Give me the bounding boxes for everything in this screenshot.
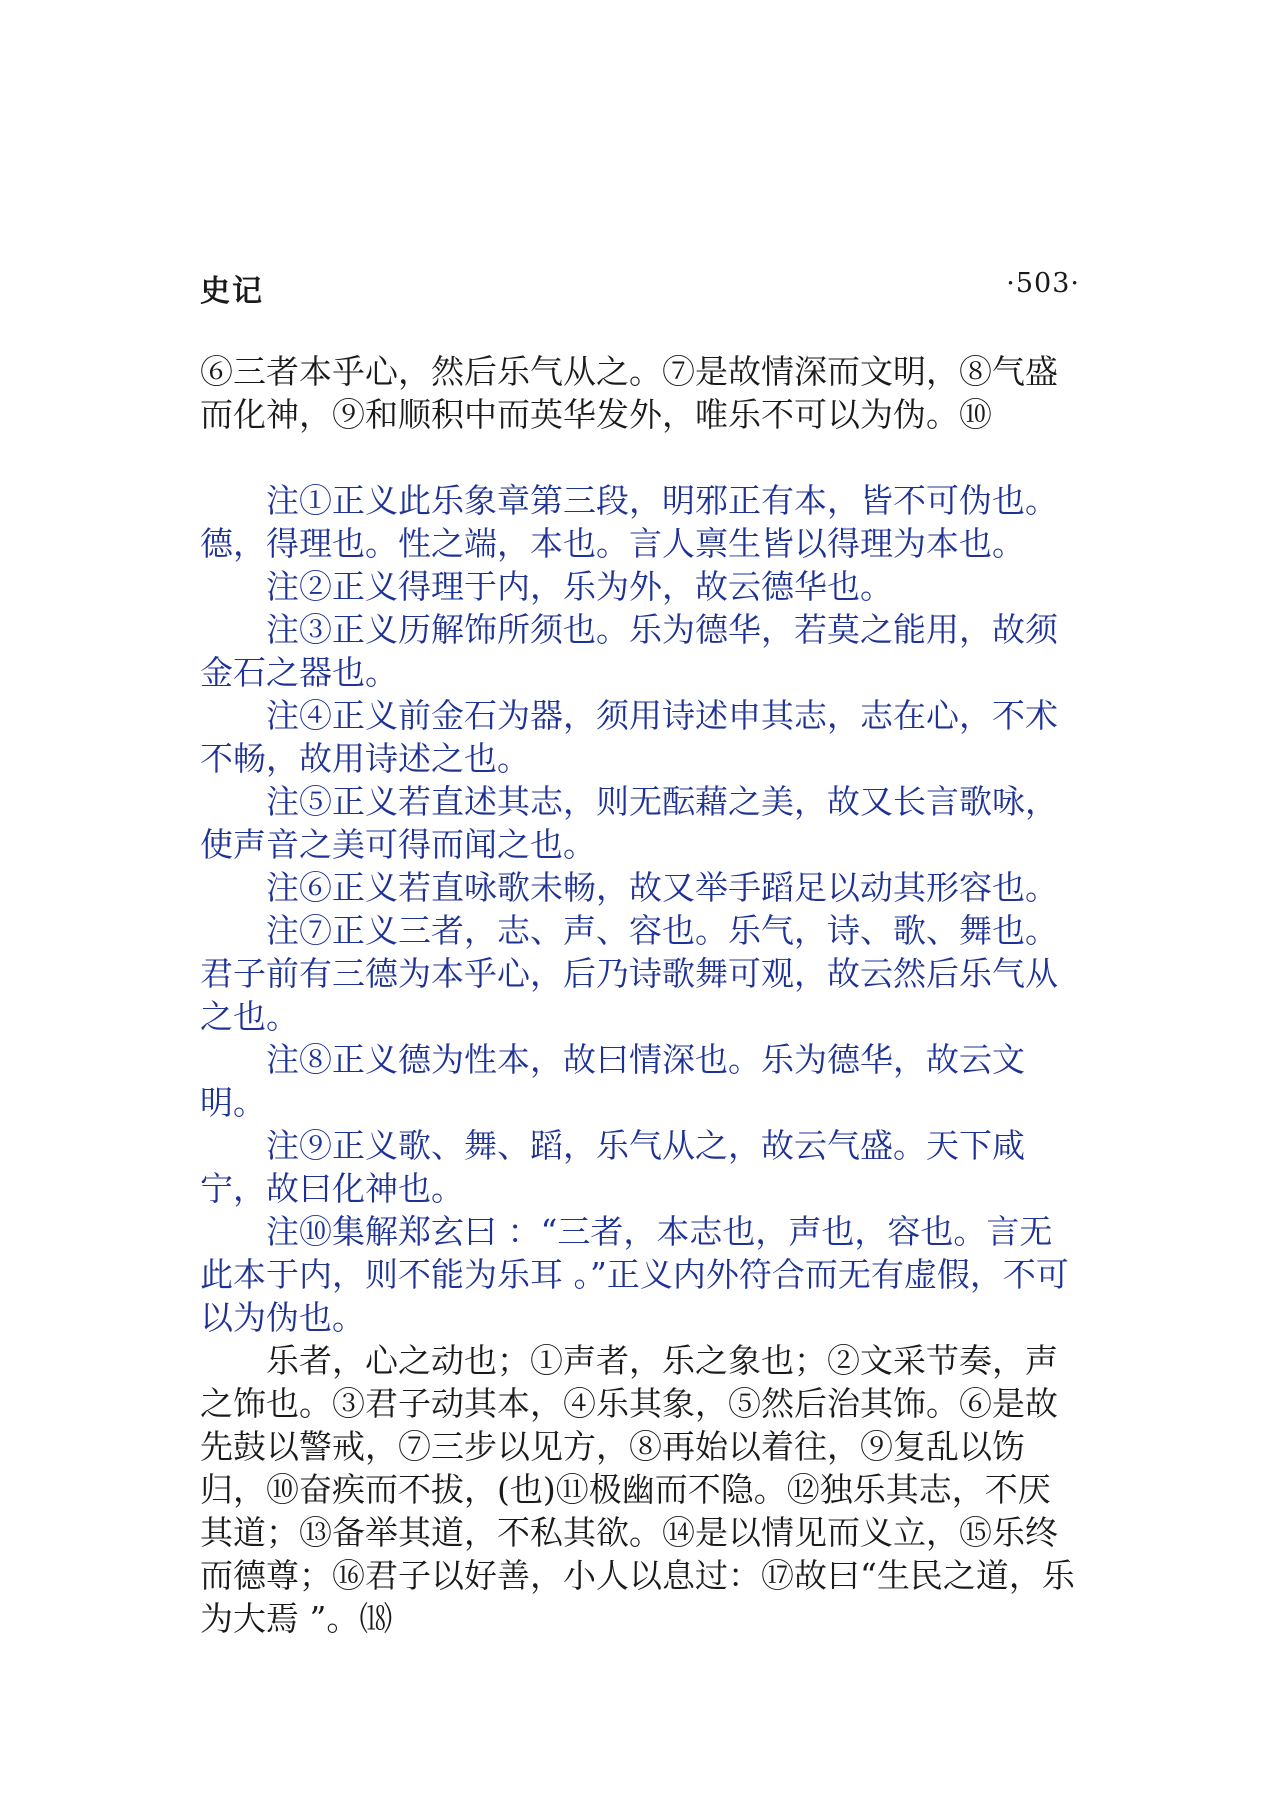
note-paragraph: 注④正义前金石为器，须用诗述申其志，志在心，不术不畅，故用诗述之也。 <box>200 696 1058 778</box>
book-title: 史记 <box>200 274 264 309</box>
note-paragraph: 注②正义得理于内，乐为外，故云德华也。 <box>266 567 893 606</box>
note-paragraph: 注⑧正义德为性本，故曰情深也。乐为德华，故云文明。 <box>200 1040 1025 1122</box>
note-paragraph: 注⑥正义若直咏歌未畅，故又举手蹈足以动其形容也。 <box>266 868 1058 907</box>
page-body <box>200 350 1080 1640</box>
page-header <box>200 266 1080 309</box>
note-paragraph: 注①正义此乐象章第三段，明邪正有本，皆不可伪也。德，得理也。性之端，本也。言人禀生皆以得理为本也。 <box>200 481 1058 563</box>
note-paragraph: 注③正义历解饰所须也。乐为德华，若莫之能用，故须金石之器也。 <box>200 610 1058 692</box>
main-text-paragraph: ⑥三者本乎心，然后乐气从之。⑦是故情深而文明，⑧气盛而化神，⑨和顺积中而英华发外，唯乐不可以为伪。⑩ <box>200 352 1058 434</box>
main-text-paragraph: 乐者，心之动也；①声者，乐之象也；②文采节奏，声之饰也。③君子动其本，④乐其象，⑤然后治其饰。⑥是故先鼓以警戒，⑦三步以见方，⑧再始以着往，⑨复乱以饬归，⑩奋疾而不拔，(也)⑪极幽而不隐。⑫独乐其志，不厌其道；⑬备举其道，不私其欲。⑭是以情见而义立，⑮乐终而德尊；⑯君子以好善，小人以息过：⑰故曰“生民之道，乐为大焉 ”。⒅ <box>200 1341 1075 1638</box>
note-paragraph: 注⑤正义若直述其志，则无酝藉之美，故又长言歌咏，使声音之美可得而闻之也。 <box>200 782 1058 864</box>
note-paragraph: 注⑦正义三者，志、声、容也。乐气，诗、歌、舞也。君子前有三德为本乎心，后乃诗歌舞可观，故云然后乐气从之也。 <box>200 911 1058 1036</box>
page-number: ·503· <box>1006 268 1080 299</box>
note-paragraph: 注⑨正义歌、舞、蹈，乐气从之，故云气盛。天下咸宁，故曰化神也。 <box>200 1126 1025 1208</box>
note-paragraph: 注⑩集解郑玄曰 ：“三者，本志也，声也，容也。言无此本于内，则不能为乐耳 。”正义内外符合而无有虚假，不可以为伪也。 <box>200 1212 1069 1337</box>
